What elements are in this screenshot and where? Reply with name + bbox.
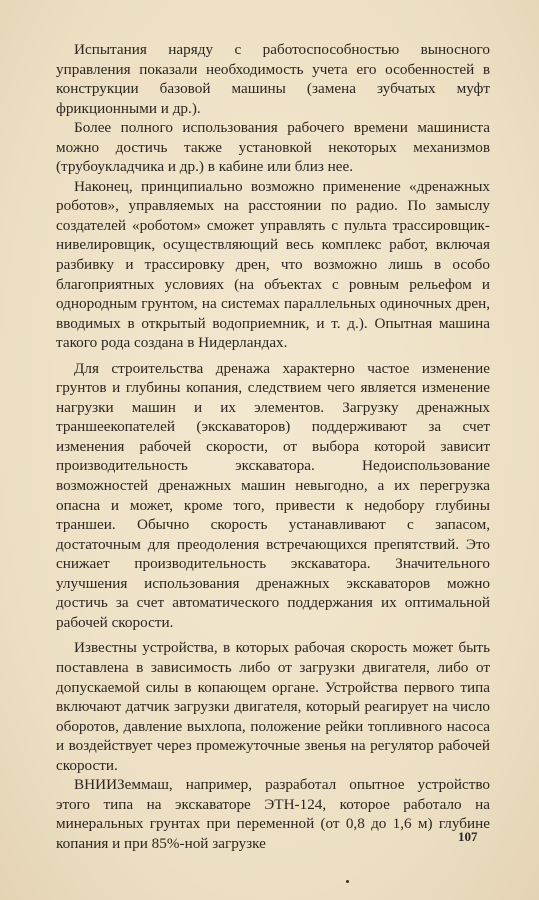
page-text	[56, 40, 490, 853]
print-speck	[346, 880, 349, 883]
paragraph-4: Для строительства дренажа характерно частое изменение грунтов и глубины копания, следствием чего является изменение нагрузки машин и их элементов. Загрузку дренажных траншеекопателей (экскаваторов) поддерживают за счет изменения рабочей скорости, от выбора которой зависит производительность экскаватора. Недоиспользование возможностей дренажных машин невыгодно, а их перегрузка опасна и может, кроме того, привести к недобору глубины траншеи. Обычно скорость устанавливают с запасом, достаточным для преодоления встречающихся препятствий. Это снижает производительность экскаватора. Значительного улучшения использования дренажных экскаваторов можно достичь за счет автоматического поддержания их оптимальной рабочей скорости.	[56, 359, 490, 631]
paragraph-1: Испытания наряду с работоспособностью выносного управления показали необходимость учета его особенностей в конструкции базовой машины (замена зубчатых муфт фрикционными и др.).	[56, 41, 490, 117]
paragraph-3: Наконец, принципиально возможно применение «дренажных роботов», управляемых на расстоянии по радио. По замыслу создателей «роботом» сможет управлять с пульта трассировщик-нивелировщик, осуществляющий весь комплекс работ, включая разбивку и трассировку дрен, что возможно лишь в особо благоприятных условиях (на объектах с ровным рельефом и однородным грунтом, на системах параллельных одиночных дрен, вводимых в открытый водоприемник, и т. д.). Опытная машина такого рода создана в Нидерландах.	[56, 177, 490, 352]
paragraph-2: Более полного использования рабочего времени машиниста можно достичь также установкой некоторых механизмов (трубоукладчика и др.) в кабине или близ нее.	[56, 119, 490, 176]
paragraph-6: ВНИИЗеммаш, например, разработал опытное устройство этого типа на экскаваторе ЭТН-124, которое работало на минеральных грунтах при переменной (от 0,8 до 1,6 м) глубине копания и при 85%-ной загрузке	[56, 776, 490, 852]
paragraph-5: Известны устройства, в которых рабочая скорость может быть поставлена в зависимость либо от загрузки двигателя, либо от допускаемой силы в копающем органе. Устройства первого типа включают датчик загрузки двигателя, который реагирует на число оборотов, давление выхлопа, положение рейки топливного насоса и воздействует через промежуточные звенья на регулятор рабочей скорости.	[56, 639, 490, 774]
page-number: 107	[458, 829, 478, 844]
